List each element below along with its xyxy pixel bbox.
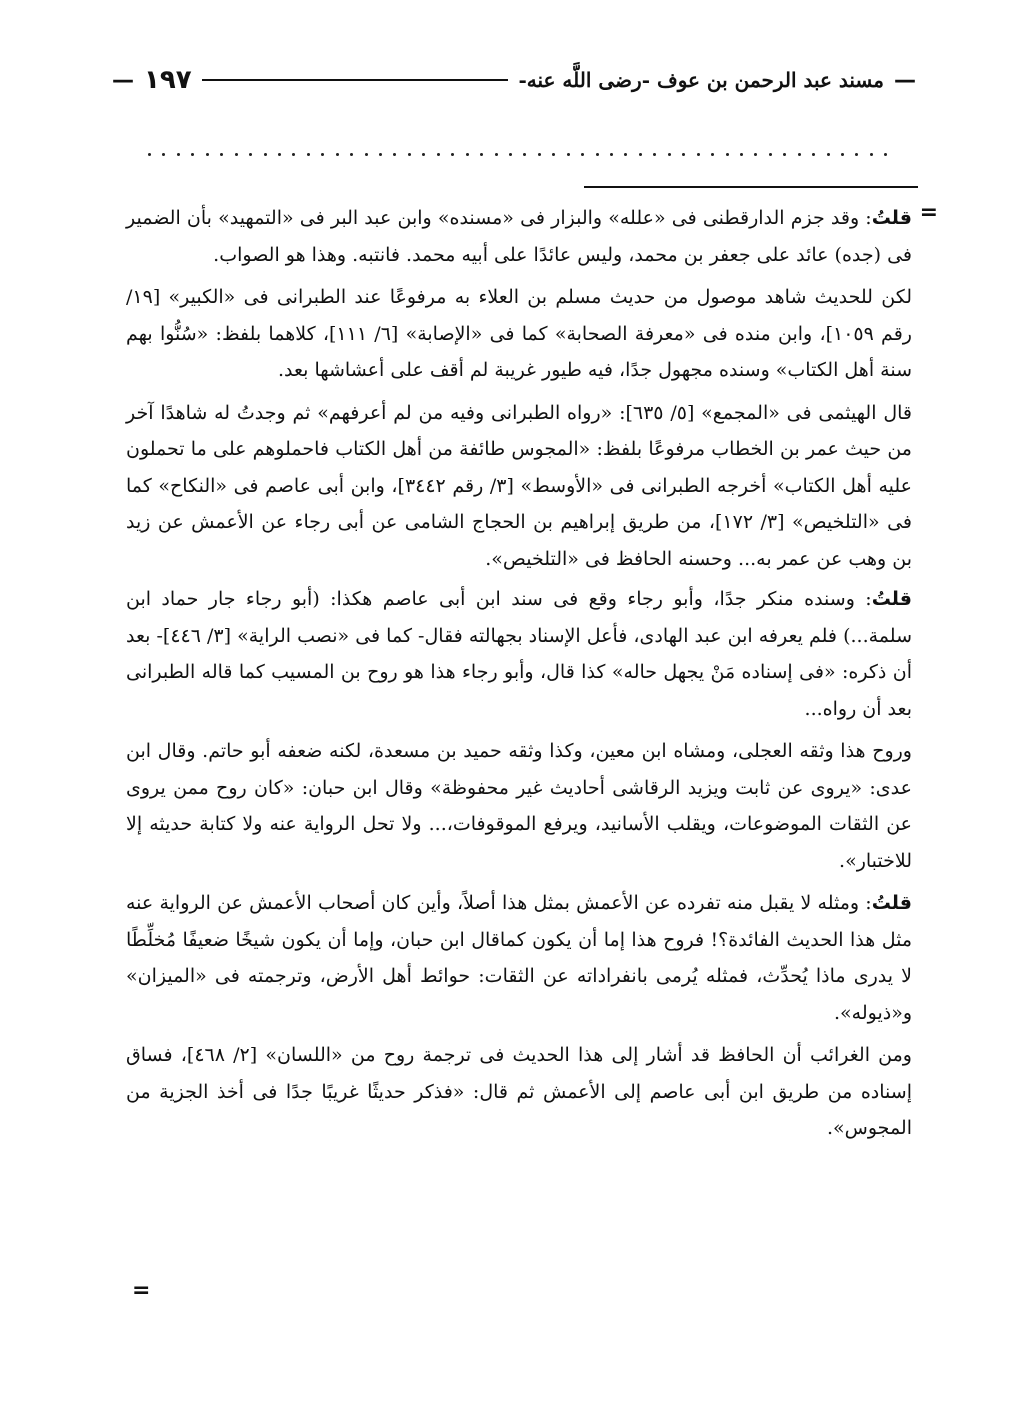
separator-dot — [538, 153, 541, 156]
separator-dot — [639, 153, 642, 156]
separator-dot — [509, 153, 512, 156]
separator-dot — [841, 153, 844, 156]
paragraph-label: قلتُ — [871, 588, 912, 610]
separator-dot — [827, 153, 830, 156]
separator-dot — [697, 153, 700, 156]
separator-dot — [365, 153, 368, 156]
separator-dot — [162, 153, 165, 156]
paragraph-3 — [126, 395, 912, 578]
paragraph-7 — [126, 1037, 912, 1147]
separator-dot — [610, 153, 613, 156]
separator-dot — [321, 153, 324, 156]
separator-dot — [682, 153, 685, 156]
continuation-mark-top: = — [919, 200, 938, 225]
header-rule — [202, 79, 509, 81]
paragraph-label: قلتُ — [871, 207, 912, 229]
paragraph-text: قال الهيثمى فى «المجمع» [٥/ ٦٣٥]: «رواه الطبرانى وفيه من لم أعرفهم» ثم وجدتُ له شاهدًا آخر من حيث عمر بن الخطاب مرفوعًا بلفظ: «المجوس طائفة من أهل الكتاب فاحملوهم على ما تحملون عليه أهل الكتاب» أخرجه الطبرانى فى «الأوسط» [٣/ رقم ٣٤٤٢]، وابن أبى عاصم فى «النكاح» كما فى «التلخيص» [٣/ ١٧٢]، من طريق إبراهيم بن الحجاج الشامى عن أبى رجاء عن الأعمش عن زيد بن وهب عن عمر به... وحسنه الحافظ فى «التلخيص». — [126, 401, 912, 570]
footnote-rule — [584, 186, 918, 188]
paragraph-text: : وقد جزم الدارقطنى فى «علله» والبزار فى «مسنده» وابن عبد البر فى «التمهيد» بأن الضمير فى (جده) عائد على جعفر بن محمد، وليس عائدًا على أبيه محمد. فانتبه. وهذا هو الصواب. — [126, 207, 912, 266]
header-dash-left: — — [112, 67, 134, 93]
separator-dot — [596, 153, 599, 156]
separator-dot — [451, 153, 454, 156]
separator-dot — [278, 153, 281, 156]
paragraph-label: قلتُ — [871, 892, 912, 914]
separator-dot — [408, 153, 411, 156]
separator-dot — [466, 153, 469, 156]
separator-dot — [552, 153, 555, 156]
dotted-separator — [148, 146, 888, 162]
paragraph-2 — [126, 279, 912, 389]
continuation-mark-bottom: = — [132, 1278, 151, 1303]
separator-dot — [711, 153, 714, 156]
separator-dot — [870, 153, 873, 156]
paragraph-4 — [126, 581, 912, 727]
separator-dot — [798, 153, 801, 156]
separator-dot — [567, 153, 570, 156]
separator-dot — [379, 153, 382, 156]
separator-dot — [191, 153, 194, 156]
separator-dot — [235, 153, 238, 156]
separator-dot — [148, 153, 151, 156]
separator-dot — [264, 153, 267, 156]
separator-dot — [523, 153, 526, 156]
running-header — [112, 60, 916, 100]
paragraph-6 — [126, 885, 912, 1031]
separator-dot — [393, 153, 396, 156]
separator-dot — [653, 153, 656, 156]
separator-dot — [495, 153, 498, 156]
separator-dot — [884, 153, 887, 156]
separator-dot — [855, 153, 858, 156]
paragraph-1 — [126, 200, 912, 273]
separator-dot — [812, 153, 815, 156]
header-title: مسند عبد الرحمن بن عوف -رضى اللَّه عنه- — [518, 68, 884, 92]
separator-dot — [754, 153, 757, 156]
separator-dot — [350, 153, 353, 156]
paragraph-text: لكن للحديث شاهد موصول من حديث مسلم بن العلاء به مرفوعًا عند الطبرانى فى «الكبير» [١٩/ رقم ١٠٥٩]، وابن منده فى «معرفة الصحابة» كما فى «الإصابة» [٦/ ١١١]، كلاهما بلفظ: «سُنُّوا بهم سنة أهل الكتاب» وسنده مجهول جدًا، فيه طيور غريبة لم أقف على أعشاشها بعد. — [126, 286, 912, 381]
separator-dot — [206, 153, 209, 156]
separator-dot — [581, 153, 584, 156]
separator-dot — [624, 153, 627, 156]
paragraph-text: : وسنده منكر جدًا، وأبو رجاء وقع فى سند ابن أبى عاصم هكذا: (أبو رجاء جار حماد ابن سلمة...) فلم يعرفه ابن عبد الهادى، فأعل الإسناد بجهالته فقال- كما فى «نصب الراية» [٣/ ٤٤٦]- بعد أن ذكره: «فى إسناده مَنْ يجهل حاله» كذا قال، وأبو رجاء هذا هو روح بن المسيب كما قاله الطبرانى بعد أن رواه... — [126, 588, 912, 720]
separator-dot — [220, 153, 223, 156]
separator-dot — [480, 153, 483, 156]
separator-dot — [740, 153, 743, 156]
header-dash-right: — — [894, 67, 916, 93]
separator-dot — [307, 153, 310, 156]
paragraph-5 — [126, 733, 912, 879]
paragraph-text: وروح هذا وثقه العجلى، ومشاه ابن معين، وكذا وثقه حميد بن مسعدة، لكنه ضعفه أبو حاتم. وقال ابن عدى: «يروى عن ثابت ويزيد الرقاشى أحاديث غير محفوظة» وقال ابن حبان: «كان روح ممن يروى عن الثقات الموضوعات، ويقلب الأسانيد، ويرفع الموقوفات،... ولا تحل الرواية عنه ولا كتابة حديثه إلا للاختبار». — [126, 740, 912, 872]
separator-dot — [249, 153, 252, 156]
separator-dot — [177, 153, 180, 156]
paragraph-text: : ومثله لا يقبل منه تفرده عن الأعمش بمثل هذا أصلاً، وأين كان أصحاب الأعمش عن الرواية عنه مثل هذا الحديث الفائدة؟! فروح هذا إما أن يكون كماقال ابن حبان، وإما أن يكون شيخًا ضعيفًا مُخلِّطًا لا يدرى ماذا يُحدِّث، فمثله يُرمى بانفراداته عن الثقات: حوائط أهل الأرض، وترجمته فى «الميزان» و«ذيوله». — [126, 892, 912, 1024]
page-number: ١٩٧ — [144, 65, 192, 95]
separator-dot — [769, 153, 772, 156]
paragraph-text: ومن الغرائب أن الحافظ قد أشار إلى هذا الحديث فى ترجمة روح من «اللسان» [٢/ ٤٦٨]، فساق إسناده من طريق ابن أبى عاصم إلى الأعمش ثم قال: «فذكر حديثًا غريبًا جدًا فى أخذ الجزية من المجوس». — [126, 1044, 912, 1139]
footnote-body — [126, 200, 912, 1153]
separator-dot — [336, 153, 339, 156]
separator-dot — [437, 153, 440, 156]
separator-dot — [783, 153, 786, 156]
separator-dot — [292, 153, 295, 156]
separator-dot — [726, 153, 729, 156]
separator-dot — [422, 153, 425, 156]
separator-dot — [668, 153, 671, 156]
